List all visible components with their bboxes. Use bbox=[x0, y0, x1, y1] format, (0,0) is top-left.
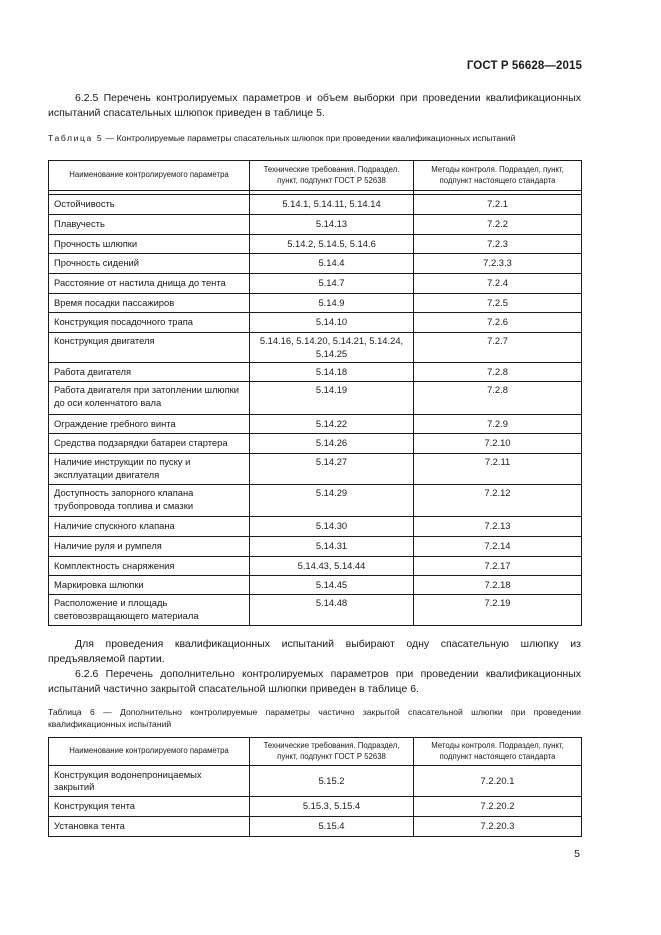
table6-caption-text: — Дополнительно контролируемые параметры частично закрытой спасательной шлюпки при проведении квалификационных испытаний bbox=[48, 707, 581, 729]
methods-cell: 7.2.1 bbox=[414, 195, 582, 215]
table-row bbox=[49, 557, 582, 576]
paragraph-6-2-6 bbox=[48, 667, 581, 697]
table-row bbox=[49, 415, 582, 434]
methods-cell: 7.2.6 bbox=[414, 313, 582, 333]
requirements-cell: 5.14.43, 5.14.44 bbox=[250, 557, 414, 576]
table5-header-param: Наименование контролируемого параметра bbox=[49, 161, 250, 191]
table-row bbox=[49, 294, 582, 313]
table-row bbox=[49, 454, 582, 485]
methods-cell: 7.2.10 bbox=[414, 434, 582, 454]
table-row bbox=[49, 434, 582, 454]
table-row bbox=[49, 215, 582, 235]
requirements-cell: 5.14.7 bbox=[250, 274, 414, 294]
methods-cell: 7.2.12 bbox=[414, 485, 582, 517]
table-5 bbox=[48, 160, 582, 626]
table-row bbox=[49, 797, 582, 817]
table-row bbox=[49, 195, 582, 215]
param-cell: Расположение и площадь световозвращающего материала bbox=[49, 595, 250, 626]
methods-cell: 7.2.20.2 bbox=[414, 797, 582, 817]
requirements-cell: 5.14.1, 5.14.11, 5.14.14 bbox=[250, 195, 414, 215]
requirements-cell: 5.14.2, 5.14.5, 5.14.6 bbox=[250, 235, 414, 254]
table5-header-requirements: Технические требования. Подраздел. пункт, подпункт ГОСТ Р 52638 bbox=[250, 161, 414, 191]
requirements-cell: 5.14.45 bbox=[250, 576, 414, 595]
methods-cell: 7.2.14 bbox=[414, 537, 582, 557]
param-cell: Работа двигателя bbox=[49, 363, 250, 382]
table-row bbox=[49, 363, 582, 382]
param-cell: Наличие руля и румпеля bbox=[49, 537, 250, 557]
requirements-cell: 5.14.13 bbox=[250, 215, 414, 235]
table6-caption-prefix: Таблица 6 bbox=[48, 707, 95, 717]
param-cell: Маркировка шлюпки bbox=[49, 576, 250, 595]
table-row bbox=[49, 333, 582, 363]
table6-header-row bbox=[49, 738, 582, 766]
paragraph-6-2-6-text: 6.2.6 Перечень дополнительно контролируемых параметров при проведении квалификационных испытаний частично закрытой спасательной шлюпки приведен в таблице 6. bbox=[48, 668, 581, 695]
param-cell: Ограждение гребного винта bbox=[49, 415, 250, 434]
requirements-cell: 5.14.18 bbox=[250, 363, 414, 382]
param-cell: Установка тента bbox=[49, 817, 250, 837]
requirements-cell: 5.14.4 bbox=[250, 254, 414, 274]
methods-cell: 7.2.4 bbox=[414, 274, 582, 294]
table-row bbox=[49, 766, 582, 797]
page-number: 5 bbox=[574, 848, 580, 860]
requirements-cell: 5.14.26 bbox=[250, 434, 414, 454]
paragraph-6-2-5 bbox=[48, 91, 581, 121]
methods-cell: 7.2.18 bbox=[414, 576, 582, 595]
param-cell: Конструкция тента bbox=[49, 797, 250, 817]
param-cell: Конструкция двигателя bbox=[49, 333, 250, 363]
table-row bbox=[49, 537, 582, 557]
methods-cell: 7.2.7 bbox=[414, 333, 582, 363]
table6-header-methods: Методы контроля. Подраздел, пункт, подпункт настоящего стандарта bbox=[414, 738, 582, 766]
table-row bbox=[49, 235, 582, 254]
param-cell: Наличие спускного клапана bbox=[49, 517, 250, 537]
methods-cell: 7.2.2 bbox=[414, 215, 582, 235]
param-cell: Работа двигателя при затоплении шлюпки до оси коленчатого вала bbox=[49, 382, 250, 415]
param-cell: Конструкция посадочного трапа bbox=[49, 313, 250, 333]
table-row bbox=[49, 517, 582, 537]
methods-cell: 7.2.17 bbox=[414, 557, 582, 576]
requirements-cell: 5.14.48 bbox=[250, 595, 414, 626]
table5-header-methods: Методы контроля. Подраздел, пункт, подпункт настоящего стандарта bbox=[414, 161, 582, 191]
table-row bbox=[49, 817, 582, 837]
requirements-cell: 5.14.16, 5.14.20, 5.14.21, 5.14.24, 5.14.25 bbox=[250, 333, 414, 363]
paragraph-choose-text: Для проведения квалификационных испытаний выбирают одну спасательную шлюпку из предъявляемой партии. bbox=[48, 638, 581, 665]
methods-cell: 7.2.19 bbox=[414, 595, 582, 626]
requirements-cell: 5.14.29 bbox=[250, 485, 414, 517]
table-row bbox=[49, 313, 582, 333]
methods-cell: 7.2.3 bbox=[414, 235, 582, 254]
table6-header-requirements: Технические требования. Подраздел, пункт, подпункт ГОСТ Р 52638 bbox=[250, 738, 414, 766]
requirements-cell: 5.14.10 bbox=[250, 313, 414, 333]
param-cell: Средства подзарядки батареи стартера bbox=[49, 434, 250, 454]
requirements-cell: 5.15.4 bbox=[250, 817, 414, 837]
methods-cell: 7.2.13 bbox=[414, 517, 582, 537]
methods-cell: 7.2.11 bbox=[414, 454, 582, 485]
param-cell: Плавучесть bbox=[49, 215, 250, 235]
requirements-cell: 5.14.27 bbox=[250, 454, 414, 485]
requirements-cell: 5.14.19 bbox=[250, 382, 414, 415]
methods-cell: 7.2.8 bbox=[414, 382, 582, 415]
param-cell: Прочность шлюпки bbox=[49, 235, 250, 254]
table5-caption-text: — Контролируемые параметры спасательных шлюпок при проведении квалификационных испытаний bbox=[105, 133, 516, 143]
requirements-cell: 5.15.3, 5.15.4 bbox=[250, 797, 414, 817]
table-row bbox=[49, 274, 582, 294]
requirements-cell: 5.14.9 bbox=[250, 294, 414, 313]
table-row bbox=[49, 485, 582, 517]
param-cell: Конструкция водонепроницаемых закрытий bbox=[49, 766, 250, 797]
table-row bbox=[49, 595, 582, 626]
methods-cell: 7.2.8 bbox=[414, 363, 582, 382]
table5-caption bbox=[48, 132, 581, 144]
standard-code: ГОСТ Р 56628—2015 bbox=[466, 60, 582, 72]
table5-body bbox=[49, 195, 582, 626]
methods-cell: 7.2.9 bbox=[414, 415, 582, 434]
table6-caption bbox=[48, 706, 581, 730]
param-cell: Комплектность снаряжения bbox=[49, 557, 250, 576]
param-cell: Время посадки пассажиров bbox=[49, 294, 250, 313]
param-cell: Доступность запорного клапана трубопровода топлива и смазки bbox=[49, 485, 250, 517]
requirements-cell: 5.15.2 bbox=[250, 766, 414, 797]
table-row bbox=[49, 576, 582, 595]
requirements-cell: 5.14.22 bbox=[250, 415, 414, 434]
requirements-cell: 5.14.31 bbox=[250, 537, 414, 557]
param-cell: Наличие инструкции по пуску и эксплуатации двигателя bbox=[49, 454, 250, 485]
table-row bbox=[49, 382, 582, 415]
table5-header-row bbox=[49, 161, 582, 191]
methods-cell: 7.2.5 bbox=[414, 294, 582, 313]
requirements-cell: 5.14.30 bbox=[250, 517, 414, 537]
param-cell: Расстояние от настила днища до тента bbox=[49, 274, 250, 294]
param-cell: Остойчивость bbox=[49, 195, 250, 215]
paragraph-6-2-5-text: 6.2.5 Перечень контролируемых параметров и объем выборки при проведении квалификационных испытаний спасательных шлюпок приведен в таблице 5. bbox=[48, 92, 581, 119]
table-6 bbox=[48, 737, 582, 837]
paragraph-choose bbox=[48, 637, 581, 667]
table6-header-param: Наименование контролируемого параметра bbox=[49, 738, 250, 766]
methods-cell: 7.2.3.3 bbox=[414, 254, 582, 274]
methods-cell: 7.2.20.3 bbox=[414, 817, 582, 837]
methods-cell: 7.2.20.1 bbox=[414, 766, 582, 797]
table5-caption-prefix: Таблица 5 bbox=[48, 133, 104, 143]
param-cell: Прочность сидений bbox=[49, 254, 250, 274]
table-row bbox=[49, 254, 582, 274]
table6-body bbox=[49, 766, 582, 837]
